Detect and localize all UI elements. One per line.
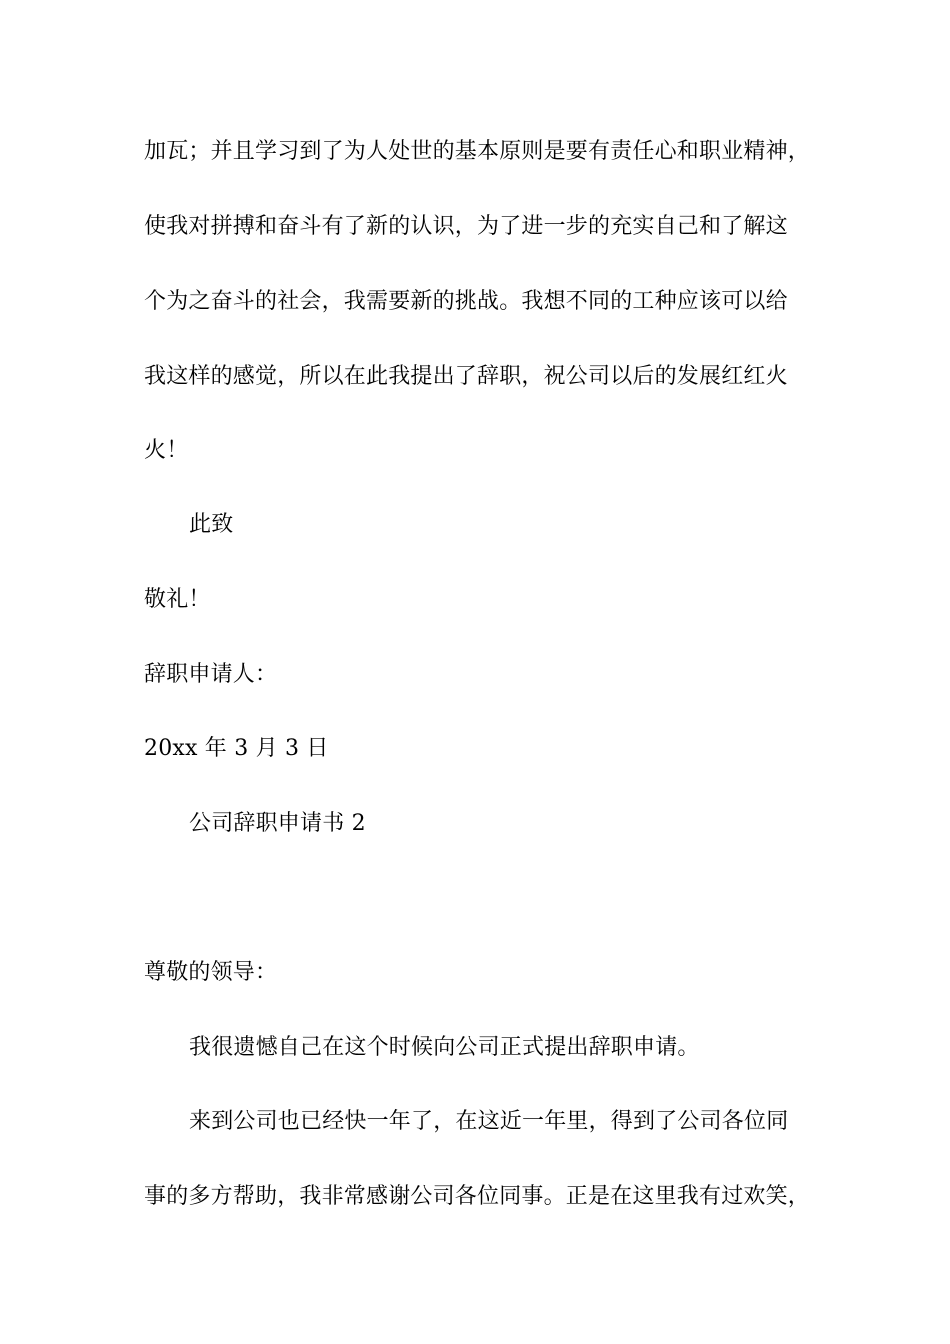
closing-regards: 敬礼！ <box>144 587 211 612</box>
paragraph-line: 个为之奋斗的社会，我需要新的挑战。我想不同的工种应该可以给 <box>144 289 788 314</box>
paragraph-line: 事的多方帮助，我非常感谢公司各位同事。正是在这里我有过欢笑， <box>144 1184 811 1209</box>
paragraph-line: 我很遗憾自己在这个时候向公司正式提出辞职申请。 <box>189 1035 700 1060</box>
paragraph-line: 加瓦；并且学习到了为人处世的基本原则是要有责任心和职业精神， <box>144 139 811 164</box>
paragraph-line: 使我对拼搏和奋斗有了新的认识，为了进一步的充实自己和了解这 <box>144 214 788 239</box>
paragraph-line: 来到公司也已经快一年了，在这近一年里，得到了公司各位同 <box>189 1109 789 1134</box>
letter-greeting: 尊敬的领导： <box>144 960 278 985</box>
paragraph-line: 我这样的感觉，所以在此我提出了辞职，祝公司以后的发展红红火 <box>144 364 788 389</box>
paragraph-line: 火！ <box>144 438 189 463</box>
section-title: 公司辞职申请书 2 <box>189 811 366 836</box>
signature-date: 20xx 年 3 月 3 日 <box>144 736 329 761</box>
signature-label: 辞职申请人： <box>144 662 278 687</box>
closing-salutation: 此致 <box>189 512 234 537</box>
